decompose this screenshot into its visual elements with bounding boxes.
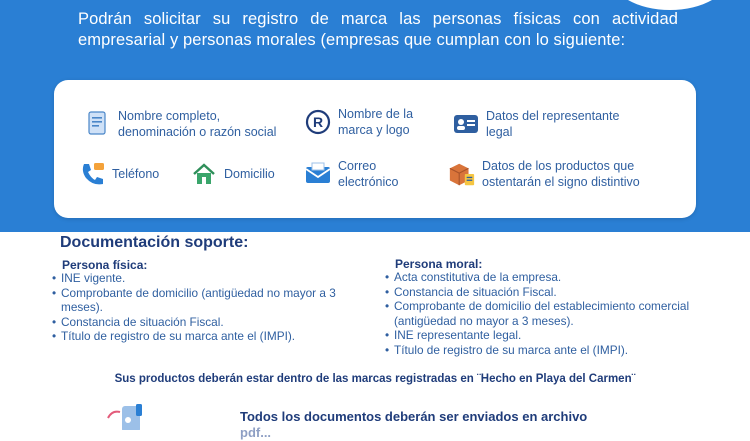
list-item: • Comprobante de domicilio del establecimiento comercial (antigüedad no mayor a 3 meses). [385, 299, 705, 328]
list-item: • INE vigente. [52, 271, 352, 286]
id-card-icon [452, 110, 480, 138]
document-icon [84, 110, 112, 138]
requirement-label: Datos de los productos que ostentarán el signo distintivo [482, 159, 640, 189]
fisica-title: Persona física: [62, 258, 148, 272]
requirement-label: Datos del representante legal [486, 109, 620, 139]
list-item: • INE representante legal. [385, 328, 705, 343]
svg-text:R: R [312, 114, 324, 130]
list-item: • Constancia de situación Fiscal. [385, 285, 705, 300]
requirements-card [54, 80, 696, 218]
list-item: • Constancia de situación Fiscal. [52, 315, 352, 330]
list-item: • Título de registro de su marca ante el (IMPI). [385, 343, 705, 358]
box-icon [448, 160, 476, 188]
documentation-title: Documentación soporte: [60, 234, 249, 251]
requirement-legal-rep [452, 108, 632, 140]
moral-list [385, 270, 705, 357]
list-item: • Acta constitutiva de la empresa. [385, 270, 705, 285]
registered-trademark-icon [304, 108, 332, 136]
phone-upload-icon [100, 402, 148, 430]
fisica-list [52, 271, 352, 344]
requirement-label: Correo electrónico [338, 159, 399, 189]
requirement-address [190, 160, 310, 188]
requirement-products [448, 158, 688, 190]
phone-icon [78, 160, 106, 188]
list-item: • Comprobante de domicilio (antigüedad no mayor a 3 meses). [52, 286, 352, 315]
requirement-label: Teléfono [112, 167, 160, 181]
submission-line-faded: pdf... [240, 425, 272, 440]
submission-line: Todos los documentos deberán ser enviados en archivo [240, 409, 588, 424]
brand-note: Sus productos deberán estar dentro de las marcas registradas en ¨Hecho en Playa del Carmen¨ [114, 373, 636, 385]
intro-text: Podrán solicitar su registro de marca las personas físicas con actividad empresarial y personas morales (empresas que cumplan con lo siguiente: [78, 10, 678, 49]
submission-note [240, 409, 660, 441]
requirement-label: Domicilio [224, 167, 275, 181]
house-icon [190, 160, 218, 188]
list-item: • Título de registro de su marca ante el (IMPI). [52, 329, 352, 344]
requirement-full-name [84, 108, 299, 140]
requirement-brand-name [304, 106, 434, 138]
email-icon [304, 160, 332, 188]
requirement-label: Nombre completo, denominación o razón social [118, 109, 277, 139]
moral-title: Persona moral: [395, 257, 483, 271]
requirement-phone [78, 160, 208, 188]
requirement-email [304, 158, 434, 190]
requirement-label: Nombre de la marca y logo [338, 107, 414, 137]
